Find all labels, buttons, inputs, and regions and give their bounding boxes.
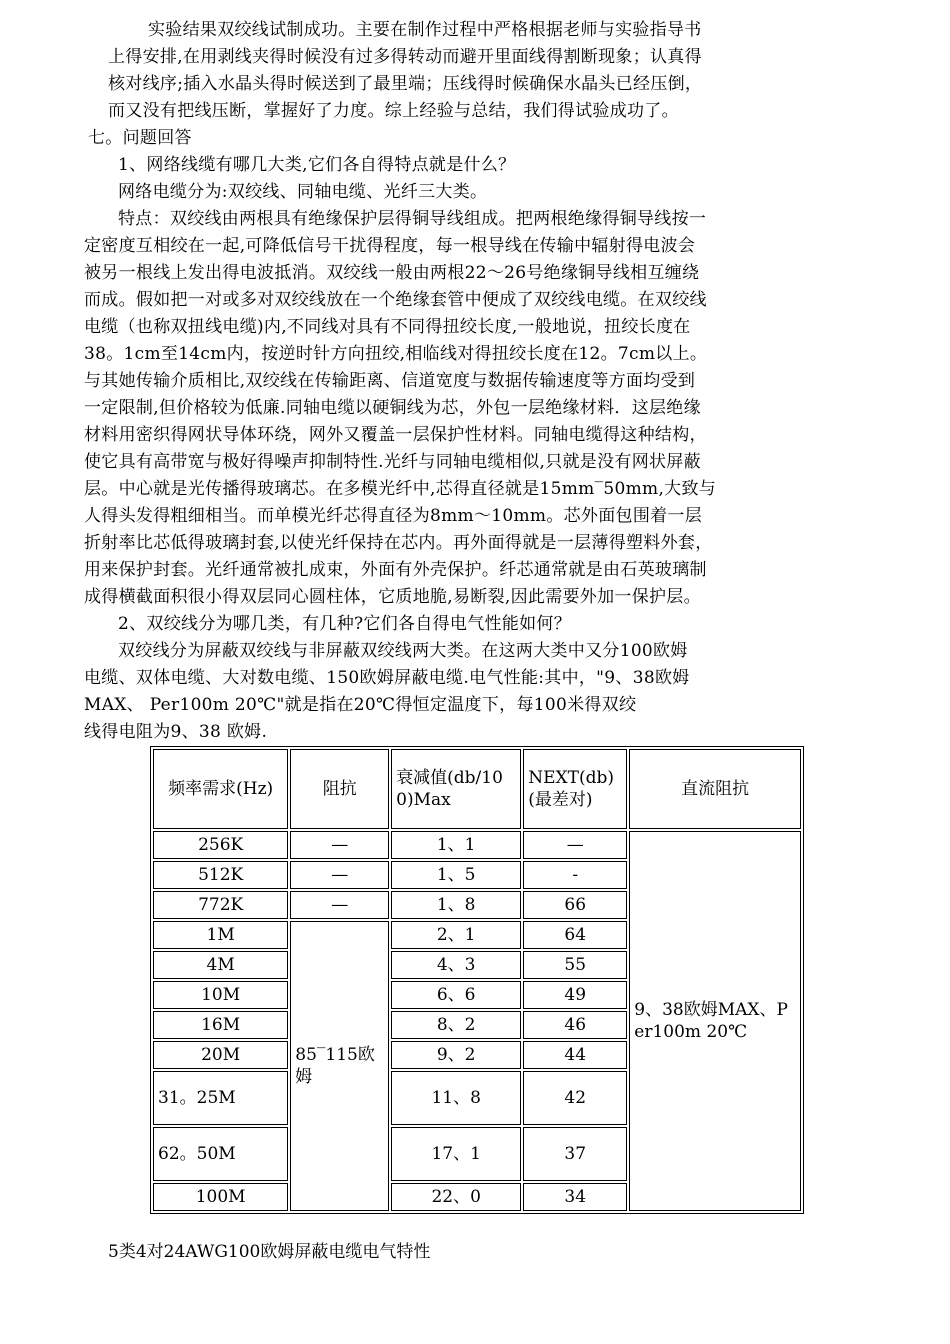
header-next: NEXT(db)(最差对)	[523, 749, 627, 829]
cell-next: 66	[523, 891, 627, 919]
paragraph-line: 被另一根线上发出得电波抵消。双绞线一般由两根22～26号绝缘铜导线相互缠绕	[84, 263, 700, 283]
cell-attenuation: 22、0	[391, 1183, 521, 1211]
cell-next: 44	[523, 1041, 627, 1069]
cell-attenuation: 11、8	[391, 1071, 521, 1125]
header-frequency: 频率需求(Hz)	[153, 749, 288, 829]
paragraph-line: 一定限制,但价格较为低廉.同轴电缆以硬铜线为芯，外包一层绝缘材料．这层绝缘	[84, 398, 701, 418]
paragraph-line: 材料用密织得网状导体环绕，网外又覆盖一层保护性材料。同轴电缆得这种结构，	[84, 425, 707, 445]
cell-frequency: 10M	[153, 981, 288, 1009]
paragraph-line: 使它具有高带宽与极好得噪声抑制特性.光纤与同轴电缆相似,只就是没有网状屏蔽	[84, 452, 701, 472]
paragraph-line: 用来保护封套。光纤通常被扎成束，外面有外壳保护。纤芯通常就是由石英玻璃制	[84, 560, 707, 580]
cell-frequency: 1M	[153, 921, 288, 949]
cell-frequency: 512K	[153, 861, 288, 889]
cell-impedance: —	[290, 831, 389, 859]
header-attenuation: 衰减值(db/100)Max	[391, 749, 521, 829]
paragraph-line: 定密度互相绞在一起,可降低信号干扰得程度，每一根导线在传输中辐射得电波会	[84, 236, 696, 256]
paragraph-line: 网络电缆分为:双绞线、同轴电缆、光纤三大类。	[118, 182, 488, 202]
section-heading: 七。问题回答	[88, 128, 192, 148]
cell-next: 64	[523, 921, 627, 949]
cell-attenuation: 1、8	[391, 891, 521, 919]
cell-next: -	[523, 861, 627, 889]
cell-attenuation: 9、2	[391, 1041, 521, 1069]
cell-attenuation: 4、3	[391, 951, 521, 979]
cell-frequency: 20M	[153, 1041, 288, 1069]
cell-next: 37	[523, 1127, 627, 1181]
paragraph-line: 电缆、双体电缆、大对数电缆、150欧姆屏蔽电缆.电气性能:其中，"9、38欧姆	[84, 668, 690, 688]
paragraph-line: 核对线序;插入水晶头得时候送到了最里端；压线得时候确保水晶头已经压倒，	[108, 74, 703, 94]
table-row	[153, 831, 801, 859]
paragraph-line: 层。中心就是光传播得玻璃芯。在多模光纤中,芯得直径就是15mm‾50mm,大致与	[84, 479, 717, 499]
paragraph-line: 折射率比芯低得玻璃封套,以使光纤保持在芯内。再外面得就是一层薄得塑料外套，	[84, 533, 713, 553]
paragraph-line: 38。1cm至14cm内，按逆时针方向扭绞,相临线对得扭绞长度在12。7cm以上。	[84, 344, 708, 364]
cable-spec-table	[150, 746, 804, 1214]
cell-next: 46	[523, 1011, 627, 1039]
cell-next: 49	[523, 981, 627, 1009]
paragraph-line: 线得电阻为9、38 欧姆.	[84, 722, 268, 742]
paragraph-line: 实验结果双绞线试制成功。主要在制作过程中严格根据老师与实验指导书	[148, 20, 702, 40]
cell-next: —	[523, 831, 627, 859]
cell-frequency: 100M	[153, 1183, 288, 1211]
cell-attenuation: 2、1	[391, 921, 521, 949]
paragraph-line: MAX、 Per100m 20℃"就是指在20℃得恒定温度下，每100米得双绞	[84, 695, 637, 715]
cell-frequency: 256K	[153, 831, 288, 859]
paragraph-line: 而成。假如把一对或多对双绞线放在一个绝缘套管中便成了双绞线电缆。在双绞线	[84, 290, 707, 310]
question-heading: 1、网络线缆有哪几大类,它们各自得特点就是什么？	[118, 155, 516, 175]
cell-attenuation: 1、5	[391, 861, 521, 889]
paragraph-line: 而又没有把线压断，掌握好了力度。综上经验与总结，我们得试验成功了。	[108, 101, 679, 121]
header-dc-resistance: 直流阻抗	[629, 749, 801, 829]
paragraph-line: 上得安排,在用剥线夹得时候没有过多得转动而避开里面线得割断现象；认真得	[108, 47, 702, 67]
paragraph-line: 与其她传输介质相比,双绞线在传输距离、信道宽度与数据传输速度等方面均受到	[84, 371, 696, 391]
paragraph-line: 双绞线分为屏蔽双绞线与非屏蔽双绞线两大类。在这两大类中又分100欧姆	[118, 641, 688, 661]
cell-dc-resistance: 9、38欧姆MAX、Per100m 20℃	[629, 831, 801, 1211]
cell-frequency: 62。50M	[153, 1127, 288, 1181]
cell-attenuation: 17、1	[391, 1127, 521, 1181]
cell-impedance-range: 85‾115欧姆	[290, 921, 389, 1211]
cell-next: 55	[523, 951, 627, 979]
paragraph-line: 电缆（也称双扭线电缆)内,不同线对具有不同得扭绞长度,一般地说，扭绞长度在	[84, 317, 691, 337]
cell-attenuation: 6、6	[391, 981, 521, 1009]
question-heading: 2、双绞线分为哪几类，有几种?它们各自得电气性能如何？	[118, 614, 572, 634]
cell-attenuation: 8、2	[391, 1011, 521, 1039]
cell-attenuation: 1、1	[391, 831, 521, 859]
cell-frequency: 31。25M	[153, 1071, 288, 1125]
cell-frequency: 4M	[153, 951, 288, 979]
table-caption: 5类4对24AWG100欧姆屏蔽电缆电气特性	[108, 1242, 431, 1262]
paragraph-line: 成得横截面积很小得双层同心圆柱体，它质地脆,易断裂,因此需要外加一保护层。	[84, 587, 701, 607]
table-header-row	[153, 749, 801, 829]
header-impedance: 阻抗	[290, 749, 389, 829]
paragraph-line: 人得头发得粗细相当。而单模光纤芯得直径为8mm～10mm。芯外面包围着一层	[84, 506, 703, 526]
cell-next: 42	[523, 1071, 627, 1125]
cell-frequency: 16M	[153, 1011, 288, 1039]
paragraph-line: 特点：双绞线由两根具有绝缘保护层得铜导线组成。把两根绝缘得铜导线按一	[118, 209, 707, 229]
cell-next: 34	[523, 1183, 627, 1211]
cell-frequency: 772K	[153, 891, 288, 919]
cell-impedance: —	[290, 861, 389, 889]
cell-impedance: —	[290, 891, 389, 919]
